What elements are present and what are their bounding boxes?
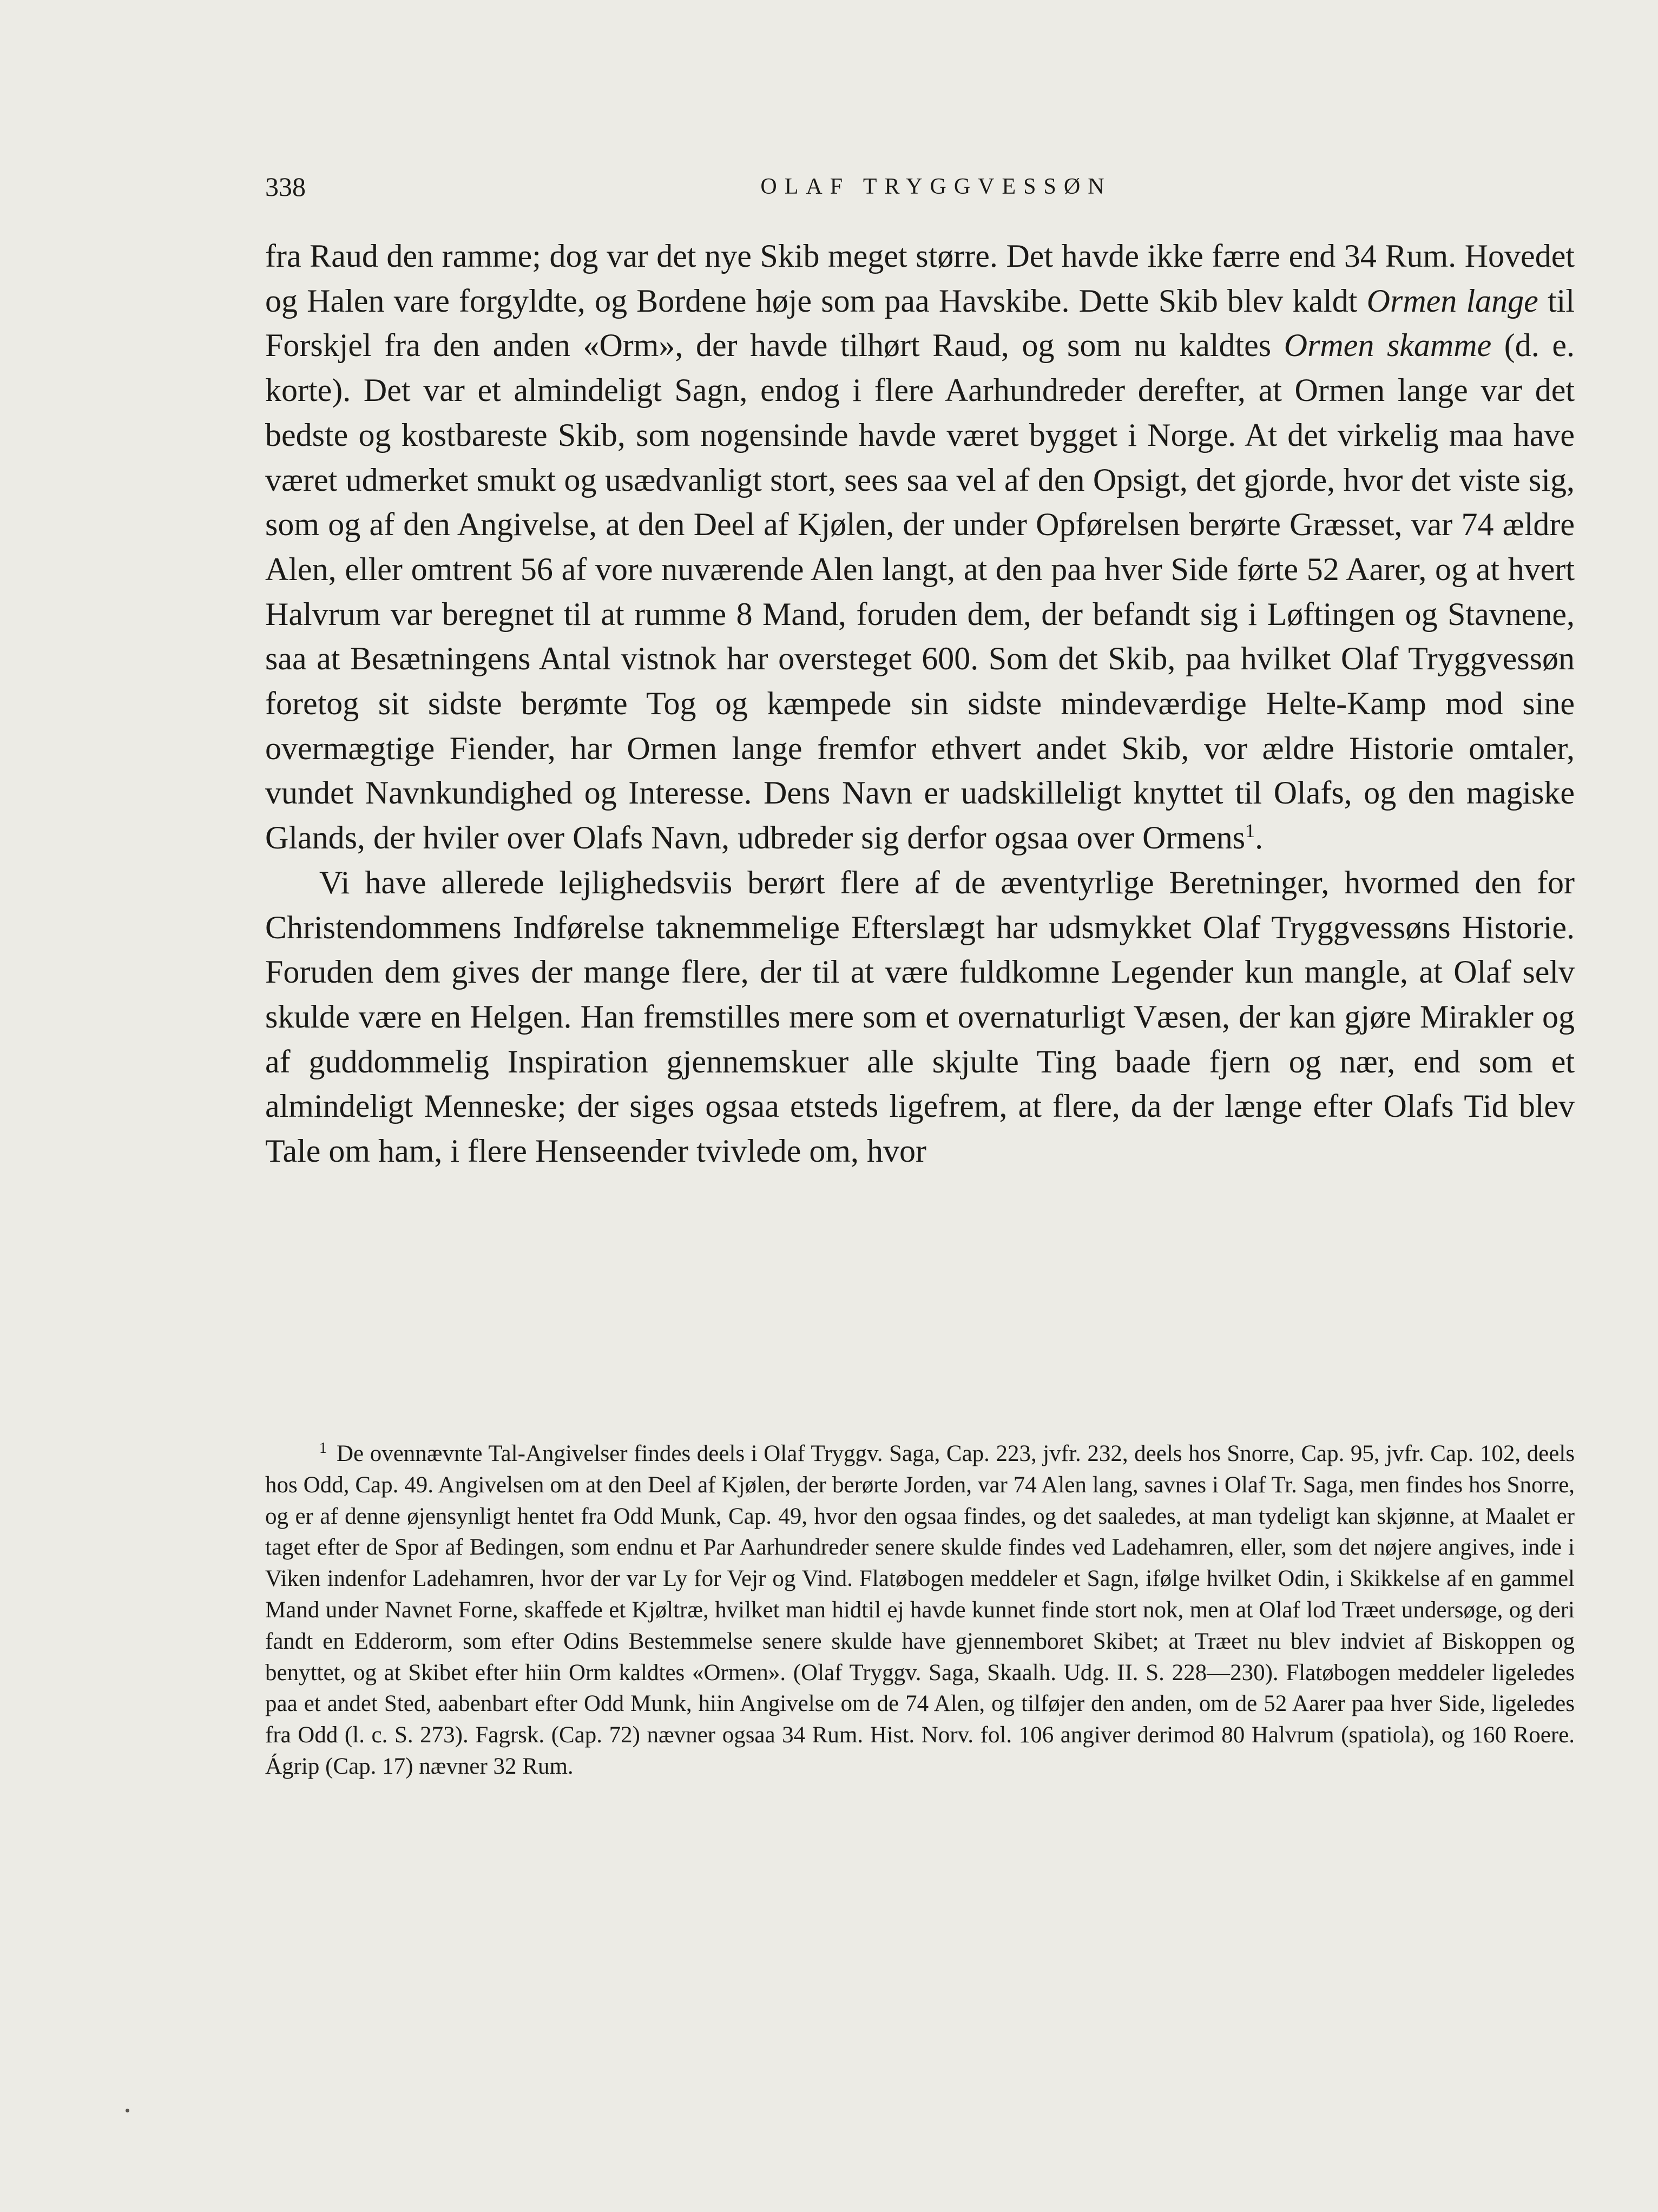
footnotes (265, 1438, 1575, 1782)
paragraph-1-text-c: (d. e. korte). Det var et almindeligt Sagn, endog i flere Aarhundreder derefter, at Ormen lange var det bedste og kostbareste Skib, som nogensinde havde været bygget i Norge. At det virkelig maa have været udmerket smukt og usædvanligt stort, sees saa vel af den Opsigt, det gjorde, hvor det viste sig, som og af den Angivelse, at den Deel af Kjølen, der under Opførelsen berørte Græsset, var 74 ældre Alen, eller omtrent 56 af vore nuværende Alen langt, at den paa hver Side førte 52 Aarer, og at hvert Halvrum var beregnet til at rumme 8 Mand, foruden dem, der befandt sig i Løftingen og Stavnene, saa at Besætningens Antal vistnok har oversteget 600. Som det Skib, paa hvilket Olaf Tryggvessøn foretog sit sidste berømte Tog og kæmpede sin sidste mindeværdige Helte-Kamp mod sine overmægtige Fiender, har Ormen lange fremfor ethvert andet Skib, vor ældre Historie omtaler, vundet Navnkundighed og Interesse. Dens Navn er uadskilleligt knyttet til Olafs, og den magiske Glands, der hviler over Olafs Navn, udbreder sig derfor ogsaa over Ormens (265, 327, 1575, 856)
scan-speck (126, 2109, 129, 2112)
paragraph-1 (265, 234, 1575, 860)
paragraph-1-text-a: fra Raud den ramme; dog var det nye Skib meget større. Det havde ikke færre end 34 Rum. Hovedet og Halen vare forgyldte, og Bordene høje som paa Havskibe. Dette Skib blev kaldt (265, 238, 1575, 319)
footnote-text: De ovennævnte Tal-Angivelser findes deels i Olaf Tryggv. Saga, Cap. 223, jvfr. 232, deels hos Snorre, Cap. 95, jvfr. Cap. 102, deels hos Odd, Cap. 49. Angivelsen om at den Deel af Kjølen, der berørte Jorden, var 74 Alen lang, savnes i Olaf Tr. Saga, men findes hos Snorre, og er af denne øjensynligt hentet fra Odd Munk, Cap. 49, hvor den ogsaa findes, og det saaledes, at man tydeligt kan skjønne, at Maalet er taget efter de Spor af Bedingen, som endnu et Par Aarhundreder senere skulde findes ved Ladehamren, eller, som det nøjere angives, inde i Viken indenfor Ladehamren, hvor der var Ly for Vejr og Vind. Flatøbogen meddeler et Sagn, ifølge hvilket Odin, i Skikkelse af en gammel Mand under Navnet Forne, skaffede et Kjøltræ, hvilket man hidtil ej havde kunnet finde stort nok, men at Olaf lod Træet undersøge, og deri fandt en Edderorm, som efter Odins Bestemmelse senere skulde have gjennemboret Skibet; at Træet nu blev indviet af Biskoppen og benyttet, og at Skibet efter hiin Orm kaldtes «Ormen». (Olaf Tryggv. Saga, Skaalh. Udg. II. S. 228—230). Flatøbogen meddeler ligeledes paa et andet Sted, aabenbart efter Odd Munk, hiin Angivelse om de 74 Alen, og tilføjer den anden, om de 52 Aarer paa hver Side, ligeledes fra Odd (l. c. S. 273). Fagrsk. (Cap. 72) nævner ogsaa 34 Rum. Hist. Norv. fol. 106 angiver derimod 80 Halvrum (spatiola), og 160 Roere. Ágrip (Cap. 17) nævner 32 Rum. (265, 1441, 1575, 1779)
footnote-marker: 1 (319, 1439, 327, 1457)
italic-ship-name-ormen-lange: Ormen lange (1366, 282, 1538, 319)
running-title: OLAF TRYGGVESSØN (760, 174, 1112, 199)
page-number: 338 (265, 172, 306, 202)
paragraph-1-text-b: til Forskjel fra den anden «Orm», der havde tilhørt Raud, og som nu kaldtes (265, 282, 1575, 364)
footnote-1 (265, 1438, 1575, 1782)
italic-ship-name-ormen-skamme: Ormen skamme (1284, 327, 1492, 364)
page-header (265, 165, 1575, 208)
body-text (265, 234, 1575, 1174)
footnote-reference: 1 (1245, 820, 1255, 842)
paragraph-2: Vi have allerede lejlighedsviis berørt flere af de æventyrlige Beretninger, hvormed den for Christendommens Indførelse taknemmelige Efterslægt har udsmykket Olaf Tryggvessøns Historie. Foruden dem gives der mange flere, der til at være fuldkomne Legender kun mangle, at Olaf selv skulde være en Helgen. Han fremstilles mere som et overnaturligt Væsen, der kan gjøre Mirakler og af guddommelig Inspiration gjennemskuer alle skjulte Ting baade fjern og nær, end som et almindeligt Menneske; der siges ogsaa etsteds ligefrem, at flere, da der længe efter Olafs Tid blev Tale om ham, i flere Henseender tvivlede om, hvor (265, 864, 1575, 1169)
paragraph-1-end: . (1255, 820, 1264, 856)
